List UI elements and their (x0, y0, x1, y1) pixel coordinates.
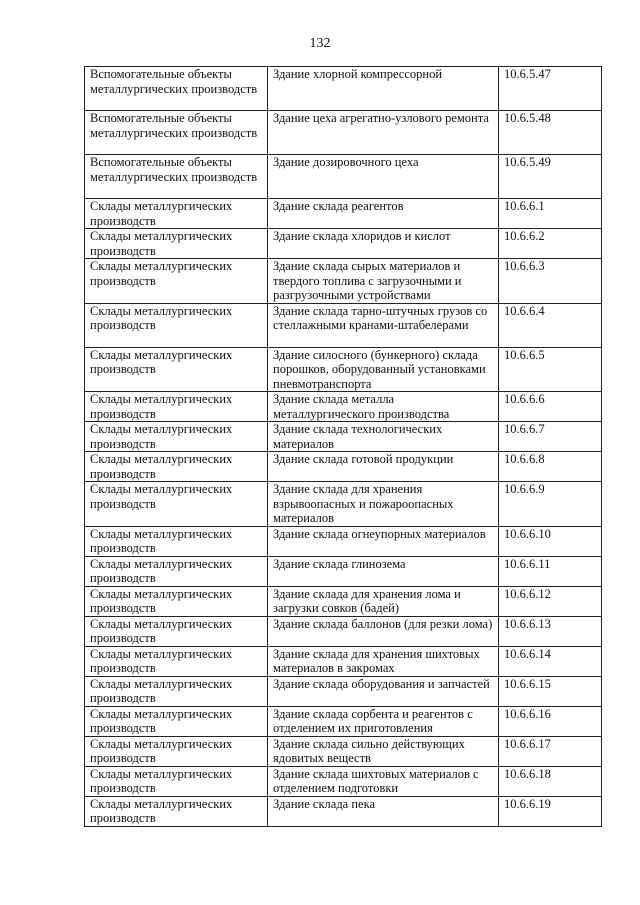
table-row (85, 556, 602, 586)
category-cell: Склады металлургических производств (85, 303, 268, 347)
table-row (85, 111, 602, 155)
table-body (85, 67, 602, 827)
code-cell: 10.6.6.13 (499, 616, 602, 646)
table-row (85, 199, 602, 229)
table-row (85, 229, 602, 259)
code-cell: 10.6.6.17 (499, 736, 602, 766)
building-cell: Здание склада огнеупорных материалов (268, 526, 499, 556)
table-row (85, 155, 602, 199)
building-cell: Здание цеха агрегатно-узлового ремонта (268, 111, 499, 155)
table-row (85, 259, 602, 304)
page-number: 132 (309, 36, 331, 51)
category-cell: Склады металлургических производств (85, 422, 268, 452)
category-cell: Вспомогательные объекты металлургических производств (85, 111, 268, 155)
category-cell: Вспомогательные объекты металлургических производств (85, 67, 268, 111)
category-cell: Вспомогательные объекты металлургических производств (85, 155, 268, 199)
table-row (85, 303, 602, 347)
table-row (85, 392, 602, 422)
building-cell: Здание склада шихтовых материалов с отделением подготовки (268, 766, 499, 796)
building-cell: Здание хлорной компрессорной (268, 67, 499, 111)
building-cell: Здание склада хлоридов и кислот (268, 229, 499, 259)
building-cell: Здание склада для хранения взрывоопасных и пожароопасных материалов (268, 482, 499, 527)
code-cell: 10.6.5.48 (499, 111, 602, 155)
category-cell: Склады металлургических производств (85, 556, 268, 586)
building-cell: Здание склада реагентов (268, 199, 499, 229)
building-cell: Здание склада для хранения лома и загрузки совков (бадей) (268, 586, 499, 616)
code-cell: 10.6.6.7 (499, 422, 602, 452)
building-cell: Здание склада баллонов (для резки лома) (268, 616, 499, 646)
building-cell: Здание склада для хранения шихтовых материалов в закромах (268, 646, 499, 676)
table-row (85, 676, 602, 706)
table-row (85, 67, 602, 111)
building-cell: Здание склада металла металлургического производства (268, 392, 499, 422)
category-cell: Склады металлургических производств (85, 766, 268, 796)
code-cell: 10.6.6.15 (499, 676, 602, 706)
building-cell: Здание дозировочного цеха (268, 155, 499, 199)
building-cell: Здание склада оборудования и запчастей (268, 676, 499, 706)
table-row (85, 796, 602, 826)
table-row (85, 706, 602, 736)
code-cell: 10.6.6.3 (499, 259, 602, 304)
building-cell: Здание склада сырых материалов и твердого топлива с загрузочными и разгрузочными устройствами (268, 259, 499, 304)
table-row (85, 482, 602, 527)
code-cell: 10.6.6.5 (499, 347, 602, 392)
table-row (85, 422, 602, 452)
code-cell: 10.6.6.12 (499, 586, 602, 616)
category-cell: Склады металлургических производств (85, 259, 268, 304)
category-cell: Склады металлургических производств (85, 586, 268, 616)
code-cell: 10.6.6.11 (499, 556, 602, 586)
building-cell: Здание силосного (бункерного) склада порошков, оборудованный установками пневмотранспорта (268, 347, 499, 392)
category-cell: Склады металлургических производств (85, 452, 268, 482)
table-row (85, 347, 602, 392)
table-row (85, 616, 602, 646)
category-cell: Склады металлургических производств (85, 796, 268, 826)
category-cell: Склады металлургических производств (85, 706, 268, 736)
table-row (85, 766, 602, 796)
building-cell: Здание склада сорбента и реагентов с отделением их приготовления (268, 706, 499, 736)
code-cell: 10.6.5.47 (499, 67, 602, 111)
building-cell: Здание склада пека (268, 796, 499, 826)
building-cell: Здание склада готовой продукции (268, 452, 499, 482)
code-cell: 10.6.6.10 (499, 526, 602, 556)
building-cell: Здание склада сильно действующих ядовитых веществ (268, 736, 499, 766)
building-cell: Здание склада глинозема (268, 556, 499, 586)
building-cell: Здание склада технологических материалов (268, 422, 499, 452)
category-cell: Склады металлургических производств (85, 526, 268, 556)
code-cell: 10.6.6.16 (499, 706, 602, 736)
category-cell: Склады металлургических производств (85, 229, 268, 259)
table-row (85, 736, 602, 766)
category-cell: Склады металлургических производств (85, 392, 268, 422)
category-cell: Склады металлургических производств (85, 616, 268, 646)
category-cell: Склады металлургических производств (85, 736, 268, 766)
category-cell: Склады металлургических производств (85, 347, 268, 392)
category-cell: Склады металлургических производств (85, 676, 268, 706)
category-cell: Склады металлургических производств (85, 482, 268, 527)
code-cell: 10.6.6.14 (499, 646, 602, 676)
code-cell: 10.6.6.9 (499, 482, 602, 527)
table-row (85, 646, 602, 676)
code-cell: 10.6.5.49 (499, 155, 602, 199)
code-cell: 10.6.6.8 (499, 452, 602, 482)
code-cell: 10.6.6.4 (499, 303, 602, 347)
code-cell: 10.6.6.6 (499, 392, 602, 422)
code-cell: 10.6.6.19 (499, 796, 602, 826)
code-cell: 10.6.6.1 (499, 199, 602, 229)
table-row (85, 586, 602, 616)
building-cell: Здание склада тарно-штучных грузов со стеллажными кранами-штабелерами (268, 303, 499, 347)
code-cell: 10.6.6.2 (499, 229, 602, 259)
table-row (85, 452, 602, 482)
code-cell: 10.6.6.18 (499, 766, 602, 796)
category-cell: Склады металлургических производств (85, 199, 268, 229)
classification-table (84, 66, 602, 827)
category-cell: Склады металлургических производств (85, 646, 268, 676)
table-row (85, 526, 602, 556)
